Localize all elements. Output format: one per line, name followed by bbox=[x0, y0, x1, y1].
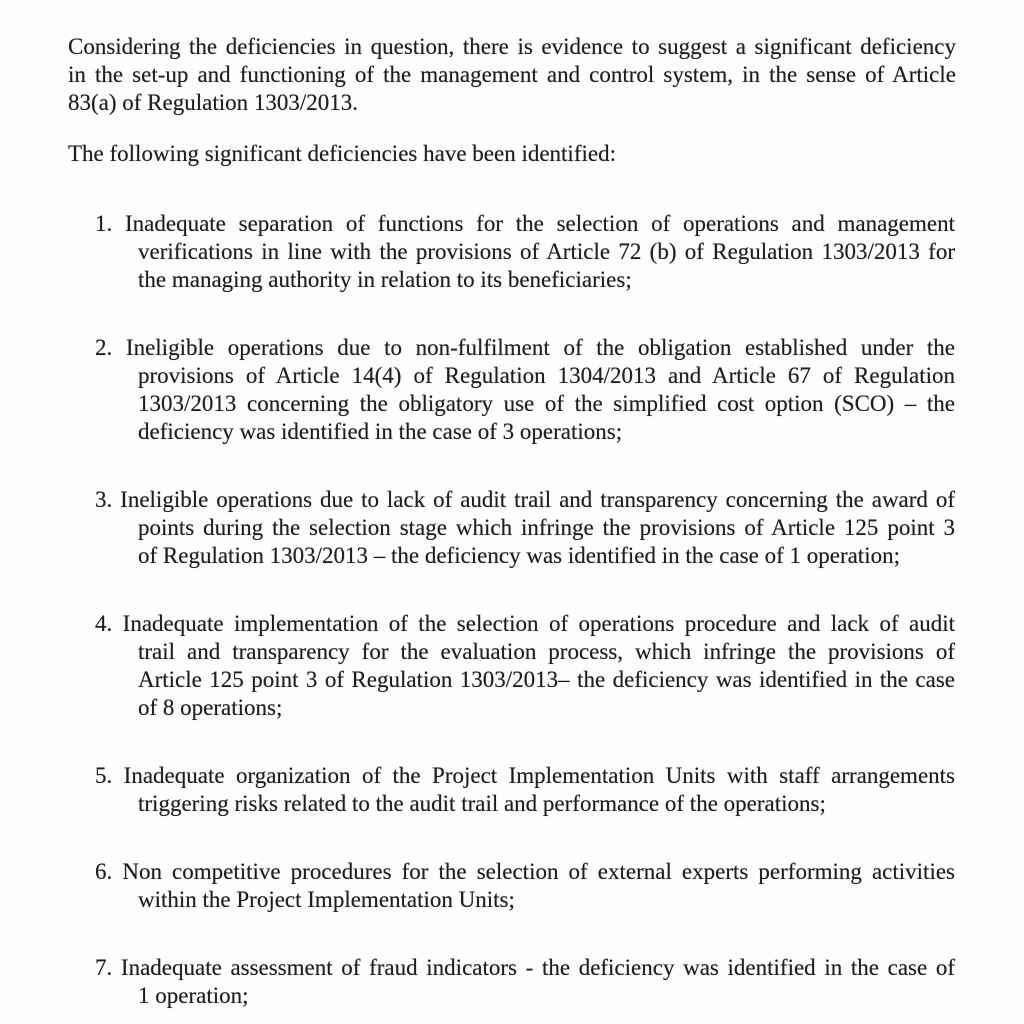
text-line bbox=[95, 762, 955, 790]
deficiency-continuation bbox=[138, 886, 955, 914]
text-line: in the set-up and functioning of the management and control system, in the sense of Article bbox=[68, 62, 956, 87]
deficiency-continuation bbox=[138, 982, 955, 1010]
lead-in-paragraph: The following significant deficiencies have been identified: bbox=[68, 141, 616, 166]
text-line: points during the selection stage which infringe the provisions of Article 125 point 3 bbox=[138, 515, 955, 540]
text-line: the managing authority in relation to its beneficiaries; bbox=[138, 267, 632, 292]
text-line: provisions of Article 14(4) of Regulation 1304/2013 and Article 67 of Regulation bbox=[138, 363, 955, 388]
deficiency-number: 6. bbox=[95, 859, 113, 884]
deficiency-item bbox=[95, 610, 955, 722]
deficiency-continuation bbox=[138, 238, 955, 294]
deficiency-continuation bbox=[138, 514, 955, 570]
deficiency-number: 4. bbox=[95, 611, 113, 636]
deficiency-item bbox=[95, 762, 955, 818]
deficiency-first-line-text: Non competitive procedures for the selection of external experts performing activities bbox=[122, 859, 955, 884]
deficiency-number: 5. bbox=[95, 763, 113, 788]
text-line bbox=[95, 210, 955, 238]
text-line bbox=[95, 334, 955, 362]
text-line: of 8 operations; bbox=[138, 695, 283, 720]
text-line bbox=[95, 858, 955, 886]
text-line bbox=[95, 610, 955, 638]
text-line: 1303/2013 concerning the obligatory use of the simplified cost option (SCO) – the bbox=[138, 391, 955, 416]
text-line: triggering risks related to the audit trail and performance of the operations; bbox=[138, 791, 826, 816]
deficiency-number: 7. bbox=[95, 955, 113, 980]
deficiency-number: 1. bbox=[95, 211, 113, 236]
text-line: Considering the deficiencies in question, there is evidence to suggest a significant deficiency bbox=[68, 34, 956, 59]
text-line: within the Project Implementation Units; bbox=[138, 887, 515, 912]
deficiency-continuation bbox=[138, 638, 955, 722]
text-line bbox=[95, 954, 955, 982]
deficiency-item bbox=[95, 210, 955, 294]
text-line: 83(a) of Regulation 1303/2013. bbox=[68, 90, 359, 115]
text-line: trail and transparency for the evaluation process, which infringe the provisions of bbox=[138, 639, 955, 664]
deficiency-item bbox=[95, 334, 955, 446]
deficiency-first-line-text: Inadequate implementation of the selection of operations procedure and lack of audit bbox=[122, 611, 956, 636]
text-line: of Regulation 1303/2013 – the deficiency was identified in the case of 1 operation; bbox=[138, 543, 900, 568]
deficiency-continuation bbox=[138, 362, 955, 446]
intro-paragraph bbox=[68, 33, 956, 117]
text-line: verifications in line with the provisions of Article 72 (b) of Regulation 1303/2013 for bbox=[138, 239, 955, 264]
deficiency-list bbox=[68, 210, 956, 1010]
deficiency-number: 3. bbox=[95, 487, 113, 512]
deficiency-first-line-text: Inadequate organization of the Project Implementation Units with staff arrangements bbox=[123, 763, 955, 788]
deficiency-first-line-text: Inadequate assessment of fraud indicators - the deficiency was identified in the case of bbox=[120, 955, 956, 980]
text-line: deficiency was identified in the case of 3 operations; bbox=[138, 419, 623, 444]
deficiency-first-line-text: Ineligible operations due to lack of audit trail and transparency concerning the award of bbox=[120, 487, 955, 512]
deficiency-item bbox=[95, 954, 955, 1010]
deficiency-item bbox=[95, 858, 955, 914]
deficiency-item bbox=[95, 486, 955, 570]
text-line bbox=[95, 486, 955, 514]
deficiency-first-line-text: Ineligible operations due to non-fulfilment of the obligation established under the bbox=[125, 335, 955, 360]
deficiency-continuation bbox=[138, 790, 955, 818]
text-line: 1 operation; bbox=[138, 983, 249, 1008]
deficiency-first-line-text: Inadequate separation of functions for the selection of operations and management bbox=[125, 211, 955, 236]
deficiency-number: 2. bbox=[95, 335, 113, 360]
text-line: Article 125 point 3 of Regulation 1303/2013– the deficiency was identified in the case bbox=[138, 667, 955, 692]
